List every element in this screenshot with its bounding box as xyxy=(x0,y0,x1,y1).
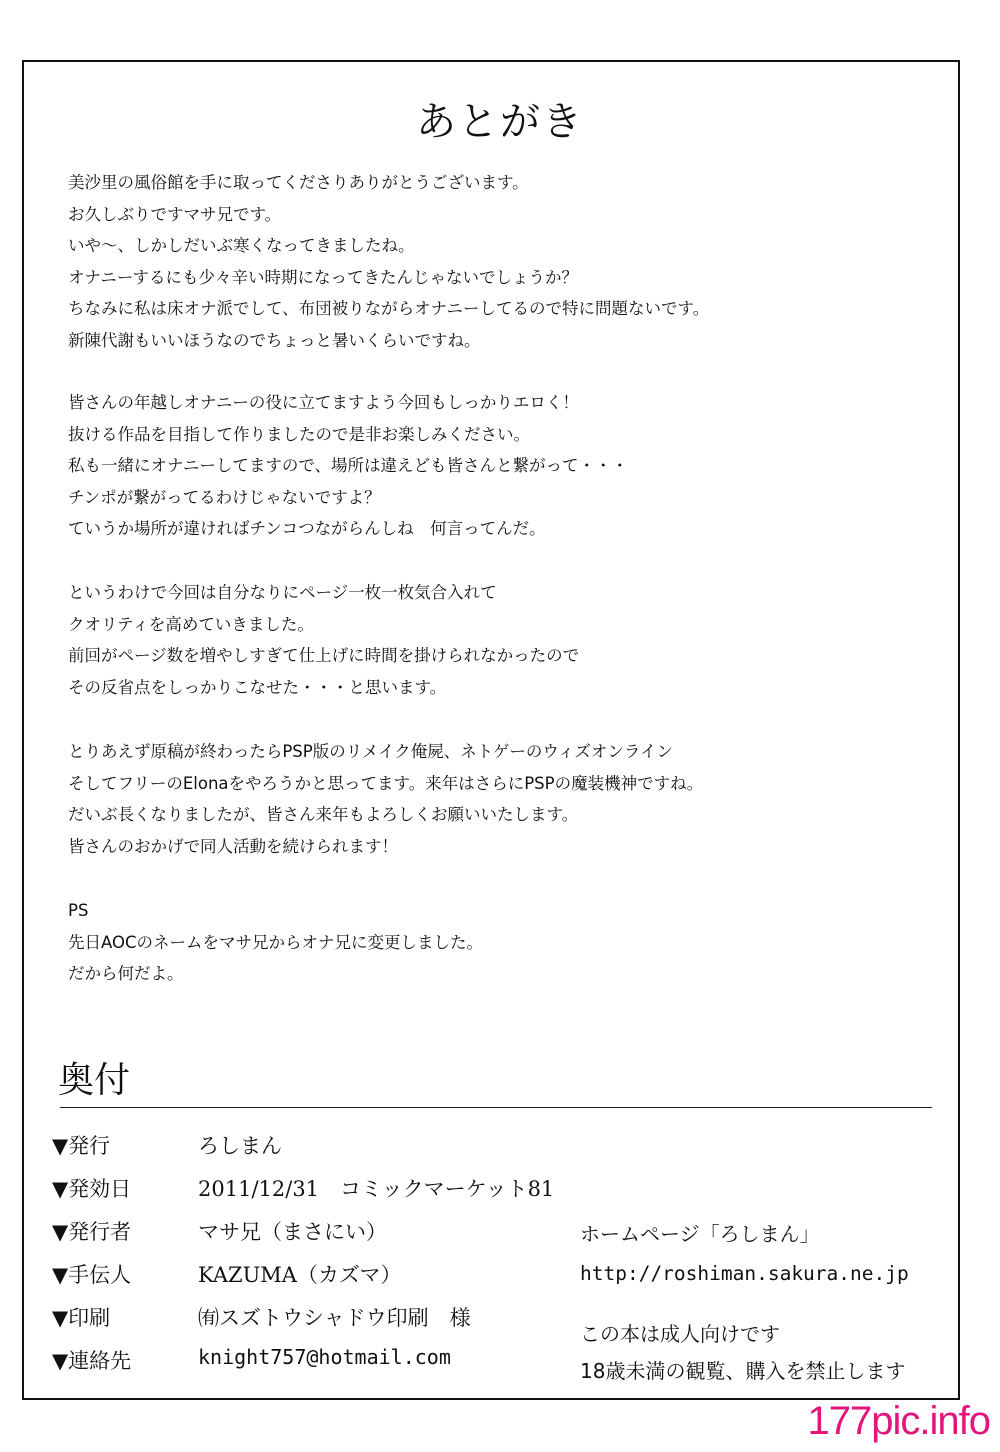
homepage-url: http://roshiman.sakura.ne.jp xyxy=(580,1262,909,1285)
text-line: 新陳代謝もいいほうなのでちょっと暑いくらいですね。 xyxy=(68,330,481,350)
colophon-row-date xyxy=(52,1173,572,1213)
text-line: いや～、しかしだいぶ寒くなってきましたね。 xyxy=(68,236,415,255)
text-line: とりあえず原稿が終わったらPSP版のリメイク俺屍、ネトゲーのウィズオンライン xyxy=(68,742,673,761)
colophon-title: 奥付 xyxy=(58,1060,131,1101)
text-line: 私も一緒にオナニーしてますので、場所は違えども皆さんと繋がって・・・ xyxy=(68,456,629,475)
colophon-label: ▼印刷 xyxy=(52,1306,111,1330)
text-line: だから何だよ。 xyxy=(68,964,184,983)
text-line: オナニーするにも少々辛い時期になってきたんじゃないでしょうか？ xyxy=(68,267,579,287)
colophon-row-helper xyxy=(52,1259,572,1299)
text-line: 美沙里の風俗館を手に取ってくださりありがとうございます。 xyxy=(68,173,529,192)
text-line: PS xyxy=(68,901,89,920)
text-line: 前回がページ数を増やしすぎて仕上げに時間を掛けられなかったので xyxy=(68,646,580,665)
colophon-label: ▼発行者 xyxy=(52,1220,132,1244)
text-line: というわけで今回は自分なりにページ一枚一枚気合入れて xyxy=(68,583,497,602)
text-line: クオリティを高めていきました。 xyxy=(68,614,314,634)
colophon-label: ▼発行 xyxy=(52,1134,111,1158)
afterword-title: あとがき xyxy=(416,99,584,145)
colophon-value: ㈲スズトウシャドウ印刷 様 xyxy=(198,1306,471,1330)
text-line: 皆さんの年越しオナニーの役に立てますよう今回もしっかりエロく！ xyxy=(68,393,579,412)
text-line: その反省点をしっかりこなせた・・・と思います。 xyxy=(68,677,447,697)
colophon-value: 2011/12/31 コミックマーケット81 xyxy=(198,1177,555,1201)
text-line: だいぶ長くなりましたが、皆さん来年もよろしくお願いいたします。 xyxy=(68,805,579,824)
text-line: そしてフリーのElonaをやろうかと思ってます。来年はさらにPSPの魔装機神ですね。 xyxy=(68,773,704,793)
text-line: 皆さんのおかげで同人活動を続けられます！ xyxy=(68,836,398,856)
contact-email: knight757@hotmail.com xyxy=(198,1345,451,1369)
colophon-row-publisher xyxy=(52,1130,572,1170)
afterword-paragraph xyxy=(68,387,628,545)
colophon-value: マサ兄（まさにい） xyxy=(198,1220,387,1244)
afterword-paragraph xyxy=(68,167,709,356)
colophon-row-printer xyxy=(52,1302,572,1342)
adult-notice: この本は成人向けです xyxy=(580,1322,780,1346)
colophon-label: ▼発効日 xyxy=(52,1177,132,1201)
homepage-label: ホームページ「ろしまん」 xyxy=(580,1222,820,1246)
text-line: 先日AOCのネームをマサ兄からオナ兄に変更しました。 xyxy=(68,932,484,952)
age-restriction-notice: 18歳未満の観覧、購入を禁止します xyxy=(580,1359,906,1383)
afterword-paragraph xyxy=(68,577,579,703)
colophon-value: ろしまん xyxy=(198,1134,282,1158)
colophon-value: KAZUMA（カズマ） xyxy=(198,1263,402,1287)
text-line: ちなみに私は床オナ派でして、布団被りながらオナニーしてるので特に問題ないです。 xyxy=(68,299,710,318)
afterword-paragraph xyxy=(68,736,703,862)
text-line: お久しぶりですマサ兄です。 xyxy=(68,204,282,224)
afterword-paragraph xyxy=(68,895,483,990)
colophon-row-issuer xyxy=(52,1216,572,1256)
text-line: チンポが繋がってるわけじゃないですよ？ xyxy=(68,487,381,507)
colophon-divider xyxy=(60,1107,932,1108)
text-line: ていうか場所が違ければチンコつながらんしね 何言ってんだ。 xyxy=(68,519,546,538)
text-line: 抜ける作品を目指して作りましたので是非お楽しみください。 xyxy=(68,424,530,444)
colophon-label: ▼手伝人 xyxy=(52,1263,132,1287)
colophon-label: ▼連絡先 xyxy=(52,1349,132,1373)
colophon-row-contact xyxy=(52,1345,572,1385)
site-watermark: 177pic.info xyxy=(807,1399,990,1443)
